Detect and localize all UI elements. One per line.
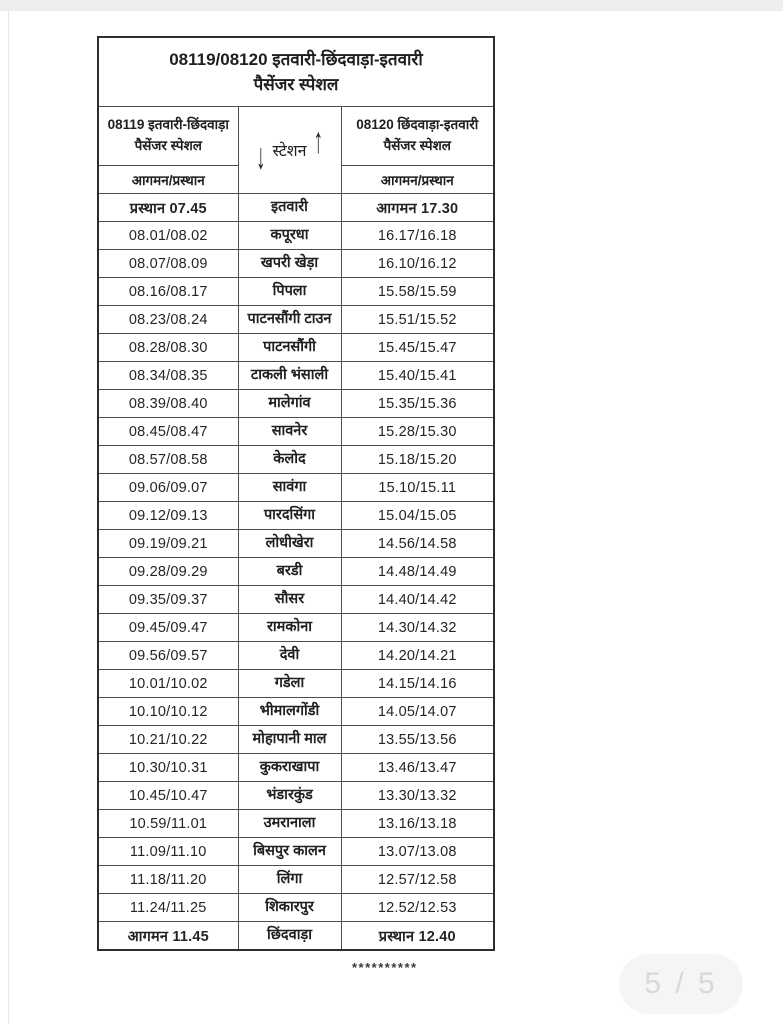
title-line-2: पैसेंजर स्पेशल — [253, 75, 339, 94]
time-down-cell: 10.01/10.02 — [98, 670, 238, 698]
station-name-cell: सावनेर — [238, 418, 341, 446]
table-row — [98, 558, 494, 586]
time-down-cell: 09.45/09.47 — [98, 614, 238, 642]
time-up-cell: 14.15/14.16 — [341, 670, 494, 698]
station-name-cell: पाटनसौंगी — [238, 334, 341, 362]
time-up-cell: 15.10/15.11 — [341, 474, 494, 502]
time-up-cell: 13.16/13.18 — [341, 810, 494, 838]
terminus-row — [98, 922, 494, 951]
station-name-cell: पिपला — [238, 278, 341, 306]
time-down-cell: 08.34/08.35 — [98, 362, 238, 390]
station-name-cell: पाटनसौंगी टाउन — [238, 306, 341, 334]
time-down-cell: 08.57/08.58 — [98, 446, 238, 474]
time-up-cell: 14.40/14.42 — [341, 586, 494, 614]
station-name-cell: पारदसिंगा — [238, 502, 341, 530]
station-name-cell: बिसपुर कालन — [238, 838, 341, 866]
time-down-cell: 09.56/09.57 — [98, 642, 238, 670]
station-column-header — [238, 107, 341, 194]
time-down-cell: आगमन 11.45 — [98, 922, 238, 951]
station-name-cell: शिकारपुर — [238, 894, 341, 922]
time-down-cell: 11.18/11.20 — [98, 866, 238, 894]
table-row — [98, 754, 494, 782]
time-up-cell: 14.56/14.58 — [341, 530, 494, 558]
table-row — [98, 866, 494, 894]
time-up-cell: 14.05/14.07 — [341, 698, 494, 726]
table-row — [98, 362, 494, 390]
table-row — [98, 782, 494, 810]
table-row — [98, 614, 494, 642]
title-row — [98, 37, 494, 107]
table-row — [98, 390, 494, 418]
time-up-cell: 14.20/14.21 — [341, 642, 494, 670]
table-title — [98, 37, 494, 107]
table-row — [98, 502, 494, 530]
time-down-cell: 11.24/11.25 — [98, 894, 238, 922]
station-name-cell: देवी — [238, 642, 341, 670]
page-top-edge — [0, 0, 783, 11]
station-name-cell: लोधीखेरा — [238, 530, 341, 558]
time-down-cell: 09.35/09.37 — [98, 586, 238, 614]
time-up-cell: 13.46/13.47 — [341, 754, 494, 782]
station-name-cell: टाकली भंसाली — [238, 362, 341, 390]
time-down-cell: 08.16/08.17 — [98, 278, 238, 306]
station-name-cell: सौसर — [238, 586, 341, 614]
table-row — [98, 418, 494, 446]
station-name-cell: भंडारकुंड — [238, 782, 341, 810]
page-left-edge — [8, 11, 9, 1024]
page-indicator-text: 5 / 5 — [644, 967, 718, 1000]
station-name-cell: छिंदवाड़ा — [238, 922, 341, 951]
time-down-cell: 08.45/08.47 — [98, 418, 238, 446]
table-row — [98, 810, 494, 838]
train-08119-line2: पैसेंजर स्पेशल — [134, 138, 202, 153]
time-up-cell: 15.45/15.47 — [341, 334, 494, 362]
time-up-cell: 14.30/14.32 — [341, 614, 494, 642]
time-down-cell: 10.30/10.31 — [98, 754, 238, 782]
time-up-cell: 14.48/14.49 — [341, 558, 494, 586]
station-name-cell: लिंगा — [238, 866, 341, 894]
station-name-cell: सावंगा — [238, 474, 341, 502]
time-up-cell: 15.35/15.36 — [341, 390, 494, 418]
time-down-cell: 08.39/08.40 — [98, 390, 238, 418]
arrival-departure-label-right: आगमन/प्रस्थान — [341, 166, 494, 194]
table-row — [98, 334, 494, 362]
time-up-cell: 12.57/12.58 — [341, 866, 494, 894]
time-up-cell: 16.10/16.12 — [341, 250, 494, 278]
table-row — [98, 250, 494, 278]
header-row — [98, 107, 494, 166]
train-timetable — [97, 36, 495, 951]
time-up-cell: 12.52/12.53 — [341, 894, 494, 922]
station-name-cell: कपूरधा — [238, 222, 341, 250]
table-row — [98, 894, 494, 922]
time-down-cell: 09.19/09.21 — [98, 530, 238, 558]
station-name-cell: गडेला — [238, 670, 341, 698]
time-down-cell: 09.28/09.29 — [98, 558, 238, 586]
train-08120-header — [341, 107, 494, 166]
train-08120-line1: 08120 छिंदवाड़ा-इतवारी — [356, 117, 479, 133]
table-row — [98, 530, 494, 558]
time-down-cell: 10.10/10.12 — [98, 698, 238, 726]
time-up-cell: 13.55/13.56 — [341, 726, 494, 754]
station-name-cell: रामकोना — [238, 614, 341, 642]
train-08120-line2: पैसेंजर स्पेशल — [383, 138, 451, 153]
time-down-cell: प्रस्थान 07.45 — [98, 194, 238, 222]
train-08119-header — [98, 107, 238, 166]
table-row — [98, 642, 494, 670]
time-up-cell: 15.58/15.59 — [341, 278, 494, 306]
table-row — [98, 306, 494, 334]
train-08119-line1: 08119 इतवारी-छिंदवाड़ा — [107, 117, 229, 133]
station-label: स्टेशन — [272, 142, 307, 160]
station-name-cell: कुकराखापा — [238, 754, 341, 782]
time-down-cell: 10.45/10.47 — [98, 782, 238, 810]
station-name-cell: बरडी — [238, 558, 341, 586]
down-arrow-icon: ↓ — [255, 137, 266, 178]
table-row — [98, 474, 494, 502]
up-arrow-icon: ↑ — [313, 121, 324, 162]
time-up-cell: 15.28/15.30 — [341, 418, 494, 446]
time-up-cell: आगमन 17.30 — [341, 194, 494, 222]
station-name-cell: खपरी खेड़ा — [238, 250, 341, 278]
time-down-cell: 08.23/08.24 — [98, 306, 238, 334]
time-up-cell: 15.51/15.52 — [341, 306, 494, 334]
time-down-cell: 08.28/08.30 — [98, 334, 238, 362]
time-down-cell: 11.09/11.10 — [98, 838, 238, 866]
time-down-cell: 08.07/08.09 — [98, 250, 238, 278]
time-down-cell: 10.21/10.22 — [98, 726, 238, 754]
table-row — [98, 698, 494, 726]
time-up-cell: 13.30/13.32 — [341, 782, 494, 810]
table-row — [98, 222, 494, 250]
station-name-cell: मोहापानी माल — [238, 726, 341, 754]
station-name-cell: इतवारी — [238, 194, 341, 222]
terminus-row — [98, 194, 494, 222]
time-up-cell: 15.40/15.41 — [341, 362, 494, 390]
time-down-cell: 09.06/09.07 — [98, 474, 238, 502]
footer-asterisks: ********** — [352, 960, 418, 975]
table-row — [98, 670, 494, 698]
station-name-cell: भीमालगोंडी — [238, 698, 341, 726]
station-name-cell: केलोद — [238, 446, 341, 474]
arrival-departure-label-left: आगमन/प्रस्थान — [98, 166, 238, 194]
page-indicator-badge — [619, 954, 743, 1014]
time-down-cell: 10.59/11.01 — [98, 810, 238, 838]
time-up-cell: 13.07/13.08 — [341, 838, 494, 866]
time-down-cell: 08.01/08.02 — [98, 222, 238, 250]
time-up-cell: 15.18/15.20 — [341, 446, 494, 474]
time-up-cell: प्रस्थान 12.40 — [341, 922, 494, 951]
time-up-cell: 15.04/15.05 — [341, 502, 494, 530]
time-up-cell: 16.17/16.18 — [341, 222, 494, 250]
table-row — [98, 586, 494, 614]
time-down-cell: 09.12/09.13 — [98, 502, 238, 530]
station-name-cell: उमरानाला — [238, 810, 341, 838]
station-name-cell: मालेगांव — [238, 390, 341, 418]
table-row — [98, 446, 494, 474]
table-row — [98, 278, 494, 306]
table-row — [98, 838, 494, 866]
table-row — [98, 726, 494, 754]
title-line-1: 08119/08120 इतवारी-छिंदवाड़ा-इतवारी — [169, 49, 423, 69]
